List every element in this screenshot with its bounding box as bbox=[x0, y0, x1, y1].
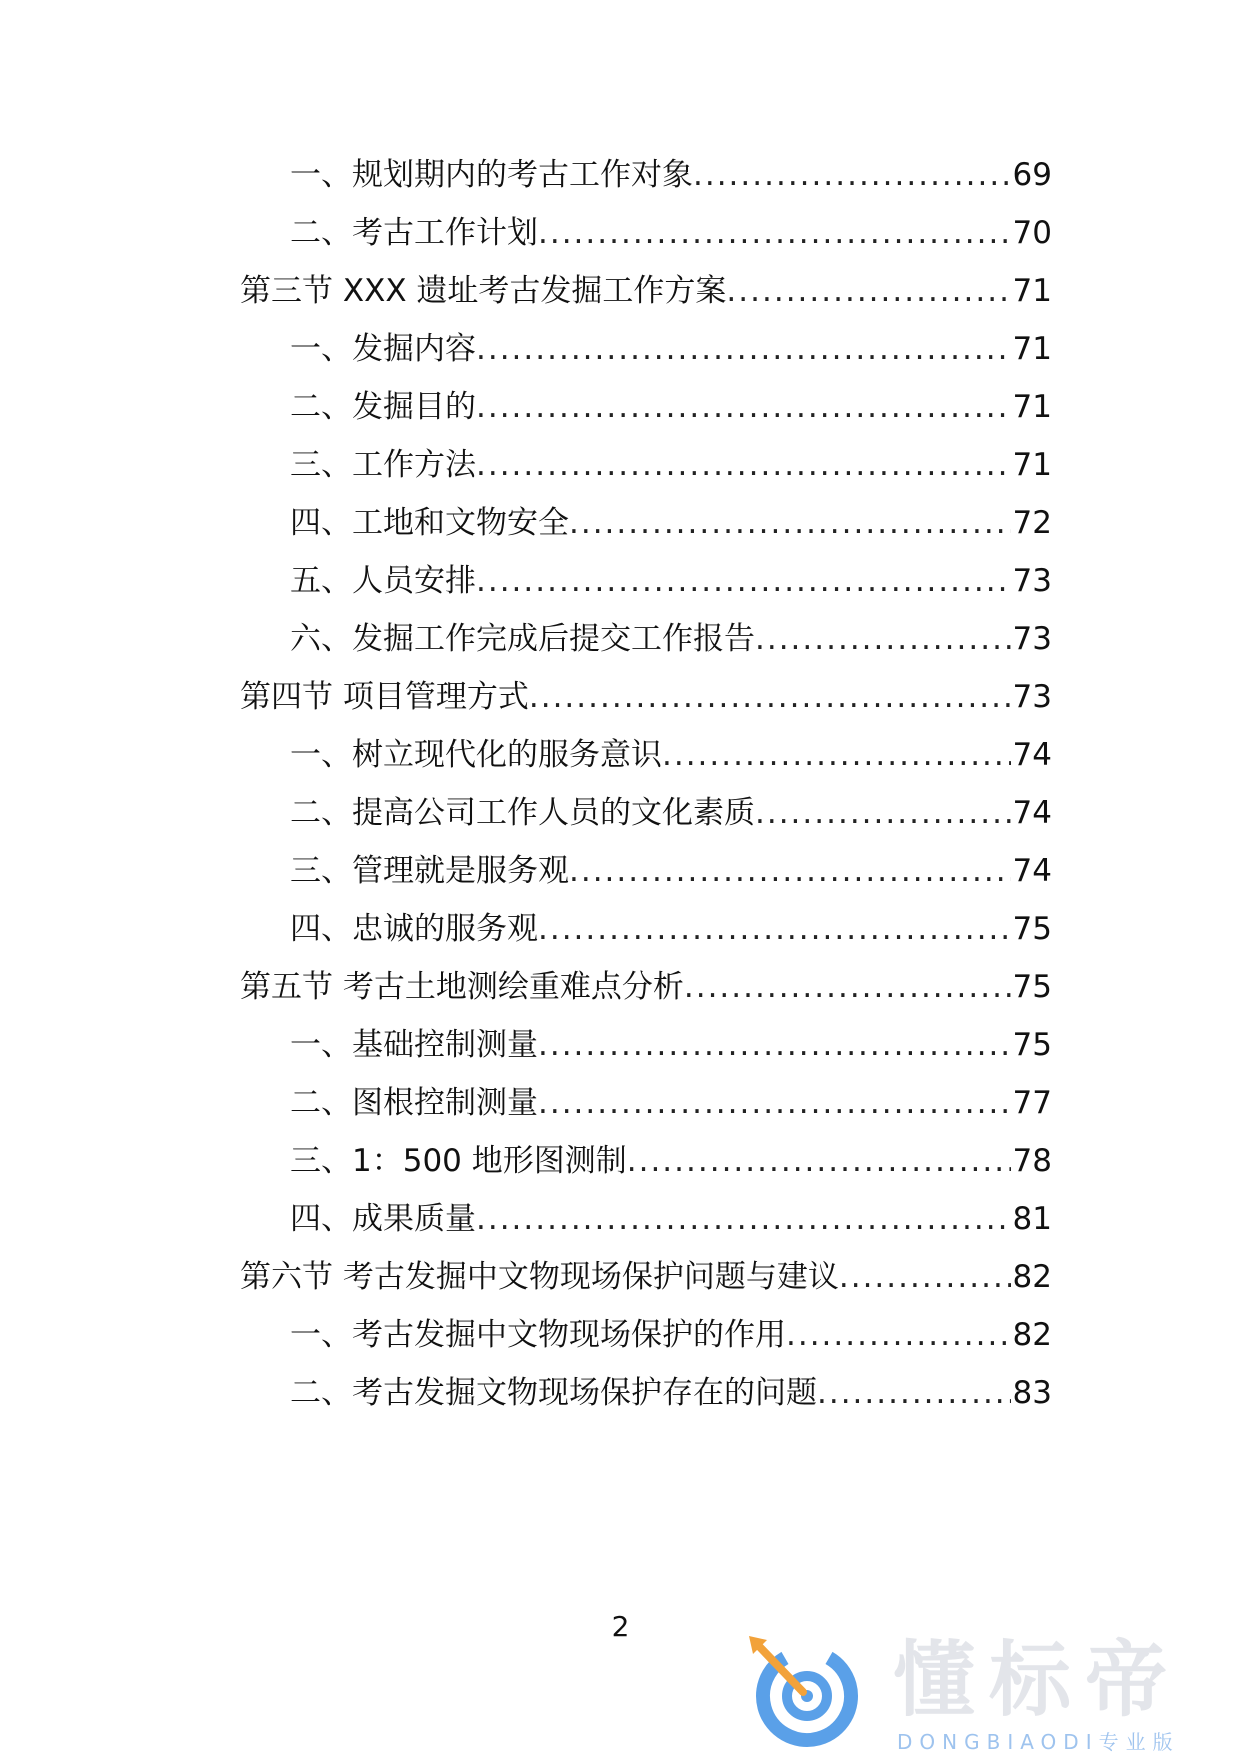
toc-dot-leader bbox=[538, 909, 1011, 949]
toc-entry-title: 六、发掘工作完成后提交工作报告 bbox=[290, 621, 755, 657]
toc-entry-page: 75 bbox=[1012, 1027, 1052, 1063]
toc-entry bbox=[290, 551, 1052, 601]
toc-entry-page: 82 bbox=[1012, 1259, 1052, 1295]
toc-dot-leader bbox=[786, 1315, 1011, 1355]
toc-dot-leader bbox=[755, 793, 1011, 833]
toc-entry-page: 70 bbox=[1012, 215, 1052, 251]
toc-entry-title: 二、提高公司工作人员的文化素质 bbox=[290, 795, 755, 831]
toc-dot-leader bbox=[684, 967, 1011, 1007]
toc-dot-leader bbox=[529, 677, 1011, 717]
toc-dot-leader bbox=[839, 1257, 1011, 1297]
toc-entry-page: 77 bbox=[1012, 1085, 1052, 1121]
toc-entry-title: 三、1：500 地形图测制 bbox=[290, 1143, 627, 1179]
toc-dot-leader bbox=[755, 619, 1011, 659]
toc-dot-leader bbox=[817, 1373, 1011, 1413]
toc-dot-leader bbox=[627, 1141, 1011, 1181]
toc-dot-leader bbox=[538, 213, 1011, 253]
toc-dot-leader bbox=[538, 1025, 1011, 1065]
watermark bbox=[745, 1630, 1225, 1754]
page-number: 2 bbox=[611, 1610, 630, 1643]
toc-entry bbox=[290, 899, 1052, 949]
toc-entry-page: 73 bbox=[1012, 563, 1052, 599]
toc-entry bbox=[290, 435, 1052, 485]
toc-entry bbox=[290, 319, 1052, 369]
toc-dot-leader bbox=[476, 561, 1011, 601]
toc-entry-title: 第五节 考古土地测绘重难点分析 bbox=[240, 969, 684, 1005]
toc-dot-leader bbox=[476, 387, 1011, 427]
toc-dot-leader bbox=[662, 735, 1011, 775]
toc-entry-title: 第六节 考古发掘中文物现场保护问题与建议 bbox=[240, 1259, 839, 1295]
target-arrow-icon bbox=[745, 1630, 865, 1750]
toc-entry-page: 81 bbox=[1012, 1201, 1052, 1237]
toc-entry bbox=[290, 377, 1052, 427]
toc-dot-leader bbox=[476, 329, 1011, 369]
toc-entry-title: 二、图根控制测量 bbox=[290, 1085, 538, 1121]
toc-entry-page: 71 bbox=[1012, 273, 1052, 309]
toc-entry-page: 73 bbox=[1012, 621, 1052, 657]
toc-section-entry bbox=[240, 667, 1052, 717]
toc-entry-title: 一、基础控制测量 bbox=[290, 1027, 538, 1063]
toc-section-entry bbox=[240, 1247, 1052, 1297]
toc-entry-title: 第四节 项目管理方式 bbox=[240, 679, 529, 715]
toc-entry-title: 二、考古发掘文物现场保护存在的问题 bbox=[290, 1375, 817, 1411]
toc-entry-title: 一、考古发掘中文物现场保护的作用 bbox=[290, 1317, 786, 1353]
toc-entry bbox=[290, 1363, 1052, 1413]
toc-entry-title: 四、工地和文物安全 bbox=[290, 505, 569, 541]
toc-entry-page: 74 bbox=[1012, 737, 1052, 773]
toc-entry-title: 四、忠诚的服务观 bbox=[290, 911, 538, 947]
toc-entry bbox=[290, 203, 1052, 253]
toc-dot-leader bbox=[476, 1199, 1011, 1239]
toc-dot-leader bbox=[569, 851, 1011, 891]
toc-entry-page: 71 bbox=[1012, 331, 1052, 367]
toc-entry bbox=[290, 493, 1052, 543]
toc-entry-title: 二、发掘目的 bbox=[290, 389, 476, 425]
toc-entry-title: 一、规划期内的考古工作对象 bbox=[290, 157, 693, 193]
toc-entry-title: 二、考古工作计划 bbox=[290, 215, 538, 251]
toc-entry bbox=[290, 1073, 1052, 1123]
toc-section-entry bbox=[240, 261, 1052, 311]
toc-entry bbox=[290, 841, 1052, 891]
toc-entry bbox=[290, 1189, 1052, 1239]
toc-entry-title: 四、成果质量 bbox=[290, 1201, 476, 1237]
toc-entry-title: 五、人员安排 bbox=[290, 563, 476, 599]
toc-entry-title: 一、树立现代化的服务意识 bbox=[290, 737, 662, 773]
toc-entry bbox=[290, 725, 1052, 775]
toc-entry-title: 三、管理就是服务观 bbox=[290, 853, 569, 889]
toc-section-entry bbox=[240, 957, 1052, 1007]
toc-entry bbox=[290, 1015, 1052, 1065]
toc-entry bbox=[290, 609, 1052, 659]
toc-entry bbox=[290, 1131, 1052, 1181]
toc-entry bbox=[290, 783, 1052, 833]
toc-entry bbox=[290, 145, 1052, 195]
toc-entry-page: 82 bbox=[1012, 1317, 1052, 1353]
toc-entry-page: 75 bbox=[1012, 911, 1052, 947]
toc-entry-page: 71 bbox=[1012, 447, 1052, 483]
toc-entry-title: 一、发掘内容 bbox=[290, 331, 476, 367]
watermark-brand: 懂标帝 bbox=[893, 1633, 1182, 1728]
toc-dot-leader bbox=[538, 1083, 1011, 1123]
toc-entry-page: 72 bbox=[1012, 505, 1052, 541]
toc-entry-page: 78 bbox=[1012, 1143, 1052, 1179]
toc-entry-page: 69 bbox=[1012, 157, 1052, 193]
toc-entry-page: 75 bbox=[1012, 969, 1052, 1005]
toc-entry-page: 83 bbox=[1012, 1375, 1052, 1411]
toc-dot-leader bbox=[726, 271, 1010, 311]
toc-entry-page: 71 bbox=[1012, 389, 1052, 425]
toc-entry-page: 74 bbox=[1012, 853, 1052, 889]
toc-entry-title: 第三节 XXX 遗址考古发掘工作方案 bbox=[240, 273, 727, 309]
toc-entry-page: 73 bbox=[1012, 679, 1052, 715]
toc-entry-page: 74 bbox=[1012, 795, 1052, 831]
toc-dot-leader bbox=[476, 445, 1011, 485]
toc-dot-leader bbox=[569, 503, 1011, 543]
watermark-subtitle: DONGBIAODI专业版 bbox=[897, 1730, 1180, 1754]
toc-dot-leader bbox=[693, 155, 1011, 195]
toc-entry bbox=[290, 1305, 1052, 1355]
toc-entry-title: 三、工作方法 bbox=[290, 447, 476, 483]
